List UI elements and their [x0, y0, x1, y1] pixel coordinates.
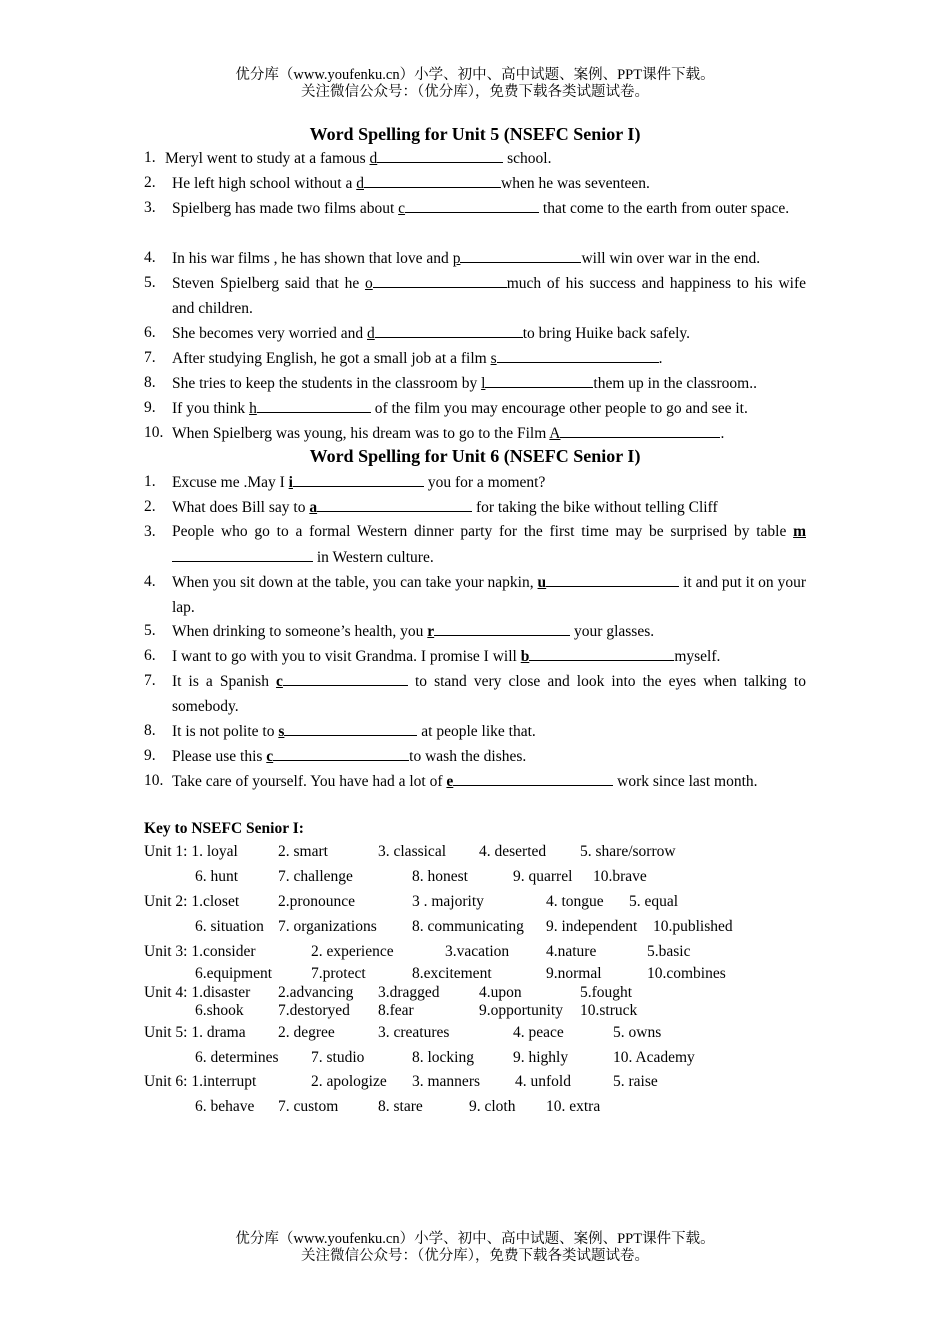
key-answer: 3.vacation — [445, 943, 510, 960]
key-answer: 2. experience — [311, 943, 394, 960]
question-item — [144, 370, 806, 396]
question-number: 1. — [144, 149, 156, 166]
question-number: 1. — [144, 473, 156, 490]
key-answer: 10.published — [653, 918, 733, 935]
key-answer: 9.normal — [546, 965, 602, 982]
key-answer: 10.struck — [580, 1002, 638, 1019]
answer-blank[interactable] — [283, 668, 408, 686]
question-item — [144, 643, 806, 669]
question-text: Meryl went to study at a famous d school. — [144, 145, 806, 171]
hint-letter: i — [288, 474, 293, 491]
hint-letter: d — [366, 325, 375, 342]
key-answer: 8. stare — [378, 1098, 423, 1115]
question-item — [144, 519, 806, 570]
header-line-1: 优分库（www.youfenku.cn）小学、初中、高中试题、案例、PPT课件下载。 — [235, 67, 715, 83]
question-item — [144, 270, 806, 321]
question-text: Please use this c to wash the dishes. — [144, 743, 806, 769]
hint-letter: A — [549, 425, 561, 442]
answer-blank[interactable] — [364, 170, 501, 188]
unit6-title: Word Spelling for Unit 6 (NSEFC Senior I) — [309, 446, 641, 466]
question-number: 9. — [144, 399, 156, 416]
key-answer: 7.protect — [311, 965, 366, 982]
question-item — [144, 245, 806, 271]
question-number: 6. — [144, 324, 156, 341]
key-answer: 4.upon — [479, 984, 522, 1001]
question-number: 7. — [144, 349, 156, 366]
key-answer: 4. peace — [513, 1024, 564, 1041]
key-answer: 5. owns — [613, 1024, 662, 1041]
answer-blank[interactable] — [529, 643, 674, 661]
key-answer: 8. honest — [412, 868, 468, 885]
question-text: He left high school without a d when he was seventeen. — [144, 170, 806, 196]
answer-blank[interactable] — [485, 370, 593, 388]
question-item — [144, 569, 806, 620]
key-answer: 3. classical — [378, 843, 447, 860]
question-item — [144, 494, 806, 520]
key-answer: 7. studio — [311, 1049, 365, 1066]
key-answer: 2. smart — [278, 843, 328, 860]
question-number: 8. — [144, 374, 156, 391]
answer-blank[interactable] — [497, 345, 659, 363]
key-answer: 6. behave — [195, 1098, 255, 1115]
question-item — [144, 718, 806, 744]
key-answer: 6.equipment — [195, 965, 273, 982]
key-answer: 8.fear — [378, 1002, 414, 1019]
key-answer: 5. raise — [613, 1073, 658, 1090]
key-answer: 10. Academy — [613, 1049, 695, 1066]
hint-letter: b — [520, 648, 530, 665]
key-answer: 3. manners — [412, 1073, 481, 1090]
key-answer: 5.basic — [647, 943, 691, 960]
answer-blank[interactable] — [293, 469, 424, 487]
key-answer: 6.shook — [195, 1002, 244, 1019]
key-answer: 3.dragged — [378, 984, 440, 1001]
key-answer: 7. challenge — [278, 868, 353, 885]
question-item — [144, 320, 806, 346]
question-text: Excuse me .May I i you for a moment? — [144, 469, 806, 495]
hint-letter: m — [793, 523, 806, 540]
key-answer: 7.destoryed — [278, 1002, 350, 1019]
question-text: It is not polite to s at people like that. — [144, 718, 806, 744]
question-number: 10. — [144, 772, 164, 789]
answer-blank[interactable] — [560, 420, 720, 438]
question-number: 4. — [144, 249, 156, 266]
hint-letter: c — [266, 748, 274, 765]
key-answer: 10.combines — [647, 965, 726, 982]
key-answer: Unit 4: 1.disaster — [144, 984, 251, 1001]
key-answer: 4. tongue — [546, 893, 604, 910]
key-answer: Unit 1: 1. loyal — [144, 843, 238, 860]
key-answer: 6. hunt — [195, 868, 239, 885]
hint-letter: d — [356, 175, 364, 192]
key-answer: 3 . majority — [412, 893, 484, 910]
question-number: 3. — [144, 199, 156, 216]
key-answer: 7. custom — [278, 1098, 339, 1115]
answer-blank[interactable] — [172, 544, 313, 562]
answer-blank[interactable] — [453, 768, 613, 786]
question-number: 5. — [144, 274, 156, 291]
key-answer: 2.pronounce — [278, 893, 356, 910]
key-answer: 5.fought — [580, 984, 633, 1001]
answer-blank[interactable] — [273, 743, 409, 761]
key-answer: 3. creatures — [378, 1024, 450, 1041]
answer-blank[interactable] — [373, 270, 507, 288]
key-answer: 2. apologize — [311, 1073, 387, 1090]
answer-blank[interactable] — [284, 718, 417, 736]
question-text: In his war films , he has shown that love and p will win over war in the end. — [144, 245, 806, 271]
answer-blank[interactable] — [317, 494, 472, 512]
hint-letter: r — [427, 623, 435, 640]
answer-blank[interactable] — [257, 395, 371, 413]
question-text: I want to go with you to visit Grandma. I promise I will b myself. — [144, 643, 806, 669]
question-number: 10. — [144, 424, 164, 441]
hint-letter: d — [369, 150, 378, 167]
hint-letter: c — [276, 673, 283, 690]
answer-blank[interactable] — [434, 618, 570, 636]
key-heading: Key to NSEFC Senior I: — [144, 820, 304, 837]
header-line-2: 关注微信公众号：（优分库），免费下载各类试题试卷。 — [301, 84, 649, 100]
key-answer: 4. unfold — [515, 1073, 571, 1090]
key-answer: Unit 5: 1. drama — [144, 1024, 246, 1041]
key-answer: 5. equal — [629, 893, 679, 910]
answer-blank[interactable] — [377, 145, 503, 163]
question-item — [144, 469, 806, 495]
hint-letter: a — [309, 499, 318, 516]
hint-letter: c — [398, 200, 406, 217]
question-number: 3. — [144, 523, 156, 540]
hint-letter: h — [249, 400, 257, 417]
key-answer: 7. organizations — [278, 918, 377, 935]
question-item — [144, 420, 806, 446]
question-text: After studying English, he got a small job at a film s . — [144, 345, 806, 371]
question-number: 5. — [144, 622, 156, 639]
question-item — [144, 618, 806, 644]
question-item — [144, 668, 806, 719]
hint-letter: s — [490, 350, 497, 367]
page-header — [0, 67, 950, 101]
question-text: If you think h of the film you may encourage other people to go and see it. — [144, 395, 806, 421]
question-text: When drinking to someone’s health, you r your glasses. — [144, 618, 806, 644]
key-answer: Unit 6: 1.interrupt — [144, 1073, 257, 1090]
question-text: Steven Spielberg said that he o much of his success and happiness to his wife and children. — [144, 270, 806, 321]
key-answer: 9. highly — [513, 1049, 569, 1066]
page-footer — [0, 1231, 950, 1265]
hint-letter: s — [278, 723, 285, 740]
question-item — [144, 145, 806, 171]
key-answer: 9. independent — [546, 918, 638, 935]
key-answer: 9.opportunity — [479, 1002, 563, 1019]
question-number: 2. — [144, 174, 156, 191]
question-text: It is a Spanish c to stand very close and look into the eyes when talking to somebody. — [144, 668, 806, 719]
key-answer: 6. determines — [195, 1049, 279, 1066]
key-answer: 9. cloth — [469, 1098, 516, 1115]
question-text: She becomes very worried and d to bring Huike back safely. — [144, 320, 806, 346]
unit5-title: Word Spelling for Unit 5 (NSEFC Senior I) — [309, 124, 641, 144]
question-text: When Spielberg was young, his dream was to go to the Film A . — [144, 420, 806, 446]
key-answer: 10. extra — [546, 1098, 601, 1115]
key-answer: Unit 3: 1.consider — [144, 943, 256, 960]
key-answer: 6. situation — [195, 918, 264, 935]
question-item — [144, 195, 806, 221]
key-answer: 4. deserted — [479, 843, 547, 860]
hint-letter: p — [452, 250, 461, 267]
key-answer: 2. degree — [278, 1024, 335, 1041]
answer-blank[interactable] — [405, 195, 539, 213]
hint-letter: e — [446, 773, 454, 790]
footer-line-2: 关注微信公众号：（优分库），免费下载各类试题试卷。 — [301, 1248, 649, 1264]
question-item — [144, 768, 806, 794]
answer-blank[interactable] — [375, 320, 523, 338]
key-answer: 8. communicating — [412, 918, 524, 935]
question-item — [144, 743, 806, 769]
answer-blank[interactable] — [460, 245, 581, 263]
question-text: Spielberg has made two films about c that come to the earth from outer space. — [144, 195, 806, 221]
question-text: She tries to keep the students in the classroom by l them up in the classroom.. — [144, 370, 806, 396]
key-answer: 10.brave — [593, 868, 647, 885]
question-number: 4. — [144, 573, 156, 590]
key-answer: 5. share/sorrow — [580, 843, 676, 860]
question-text: People who go to a formal Western dinner party for the first time may be surprised by table m in Western culture. — [172, 523, 806, 566]
question-text: Take care of yourself. You have had a lot of e work since last month. — [144, 768, 806, 794]
key-answer: 9. quarrel — [513, 868, 573, 885]
footer-line-1: 优分库（www.youfenku.cn）小学、初中、高中试题、案例、PPT课件下载。 — [235, 1231, 715, 1247]
key-answer: Unit 2: 1.closet — [144, 893, 240, 910]
key-answer: 2.advancing — [278, 984, 354, 1001]
key-answer: 8.excitement — [412, 965, 492, 982]
question-text: What does Bill say to a for taking the bike without telling Cliff — [144, 494, 806, 520]
question-item — [144, 345, 806, 371]
question-number: 7. — [144, 672, 156, 689]
question-item — [144, 395, 806, 421]
question-number: 2. — [144, 498, 156, 515]
hint-letter: l — [481, 375, 486, 392]
hint-letter: o — [364, 275, 373, 292]
hint-letter: u — [537, 574, 547, 591]
answer-blank[interactable] — [546, 569, 679, 587]
question-number: 8. — [144, 722, 156, 739]
question-number: 6. — [144, 647, 156, 664]
key-answer: 4.nature — [546, 943, 597, 960]
question-number: 9. — [144, 747, 156, 764]
key-answer: 8. locking — [412, 1049, 474, 1066]
question-text: When you sit down at the table, you can take your napkin, u it and put it on your lap. — [144, 569, 806, 620]
question-item — [144, 170, 806, 196]
